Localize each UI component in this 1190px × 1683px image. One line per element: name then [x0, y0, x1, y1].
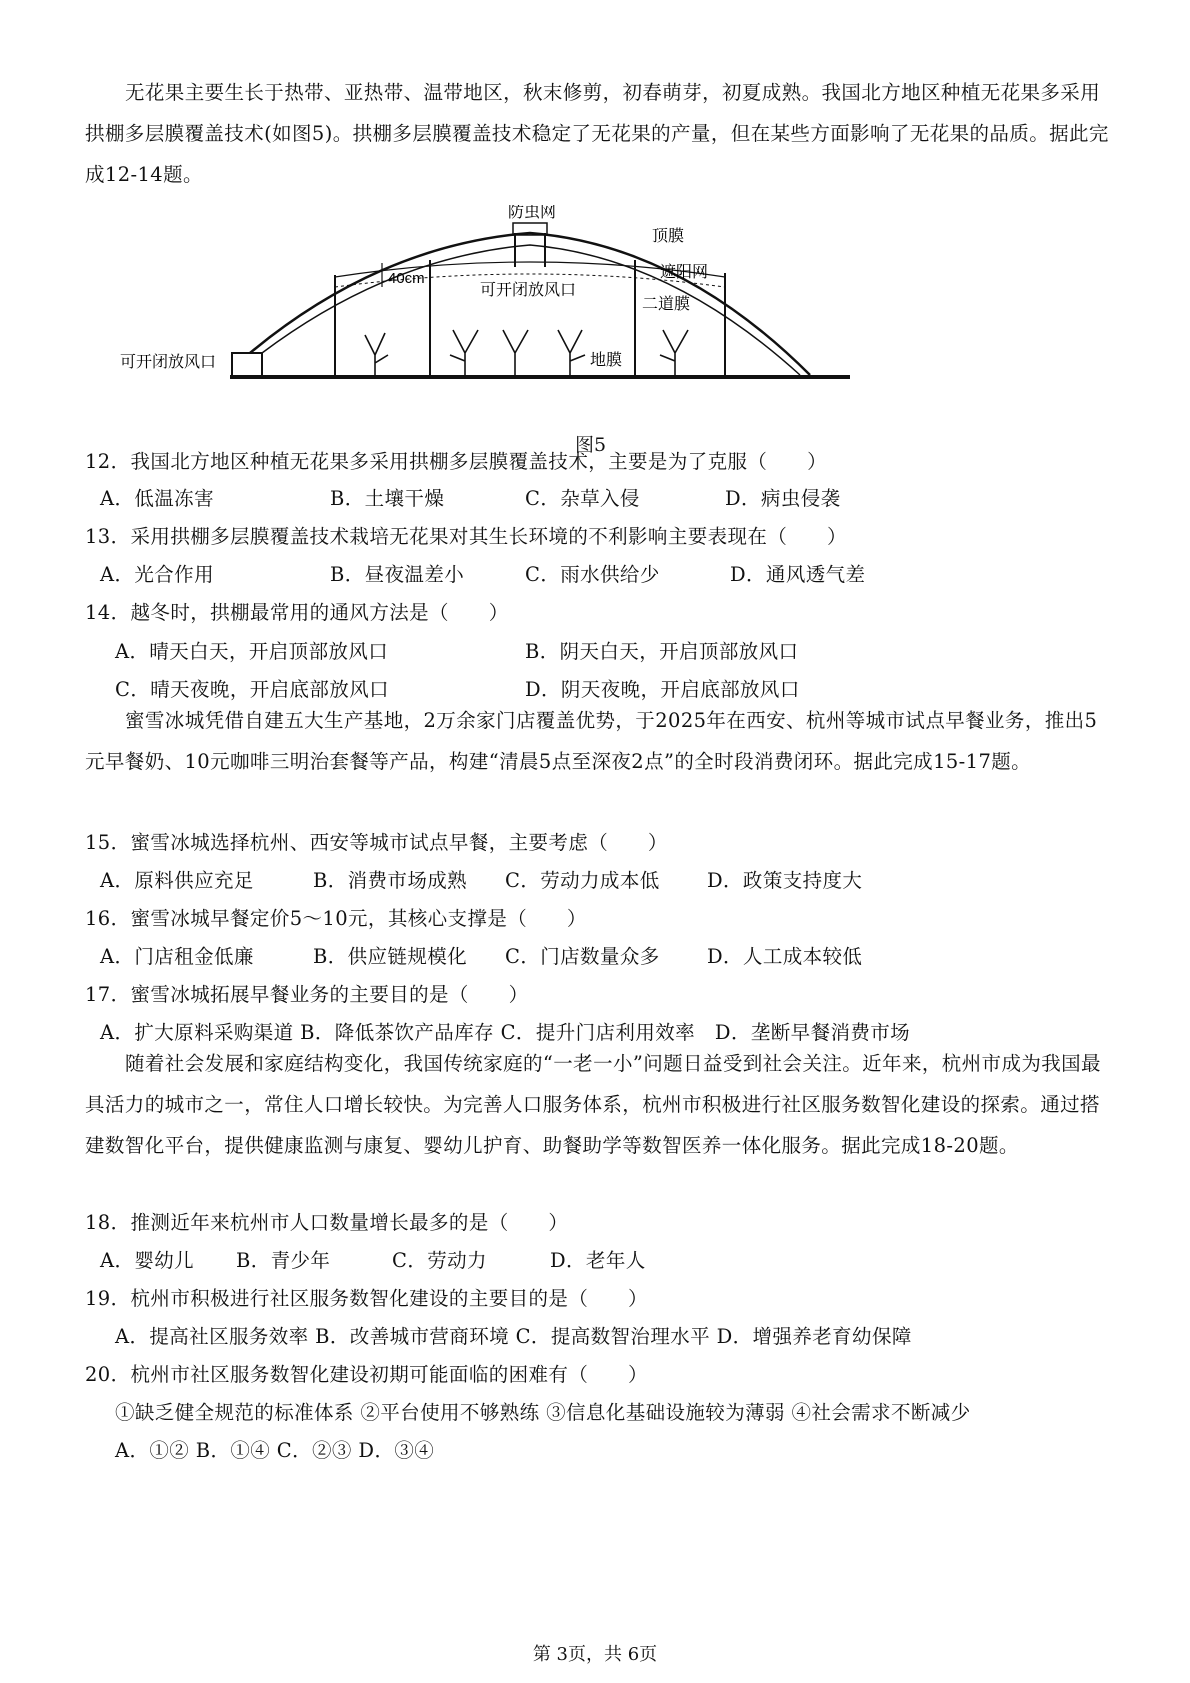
q14-option-d: D．阴天夜晚，开启底部放风口	[525, 678, 800, 701]
q16-option-d: D．人工成本较低	[707, 945, 863, 968]
q13-option-a: A．光合作用	[100, 563, 214, 586]
q12-option-a: A．低温冻害	[100, 487, 214, 510]
label-distance: 40cm	[388, 270, 425, 287]
q12-option-c: C．杂草入侵	[525, 487, 640, 510]
passage-hangzhou: 随着社会发展和家庭结构变化，我国传统家庭的“一老一小”问题日益受到社会关注。近年来，杭州市成为我国最具活力的城市之一，常住人口增长较快。为完善人口服务体系，杭州市积极进行社区服务数智化建设的探索。通过搭建数智化平台，提供健康监测与康复、婴幼儿护育、助餐助学等数智医养一体化服务。据此完成18-20题。	[85, 1052, 1101, 1157]
q13-option-c: C．雨水供给少	[525, 563, 660, 586]
q14-option-a: A．晴天白天，开启顶部放风口	[115, 640, 389, 663]
q19-options: A．提高社区服务效率 B．改善城市营商环境 C．提高数智治理水平 D．增强养老育幼保障	[115, 1325, 912, 1348]
question-14-stem: 14．越冬时，拱棚最常用的通风方法是（ ）	[85, 601, 509, 624]
question-13-stem: 13．采用拱棚多层膜覆盖技术栽培无花果对其生长环境的不利影响主要表现在（ ）	[85, 525, 847, 548]
label-vent-side: 可开闭放风口	[120, 354, 217, 371]
label-ground-film: 地膜	[590, 352, 623, 369]
q20-statements: ①缺乏健全规范的标准体系 ②平台使用不够熟练 ③信息化基础设施较为薄弱 ④社会需求不断减少	[115, 1401, 971, 1424]
question-19-stem: 19．杭州市积极进行社区服务数智化建设的主要目的是（ ）	[85, 1287, 648, 1310]
question-20-stem: 20．杭州市社区服务数智化建设初期可能面临的困难有（ ）	[85, 1363, 648, 1386]
question-15-stem: 15．蜜雪冰城选择杭州、西安等城市试点早餐，主要考虑（ ）	[85, 831, 668, 854]
q18-option-b: B．青少年	[236, 1249, 331, 1272]
question-18-stem: 18．推测近年来杭州市人口数量增长最多的是（ ）	[85, 1211, 569, 1234]
q18-option-c: C．劳动力	[392, 1249, 487, 1272]
q16-option-b: B．供应链规模化	[313, 945, 468, 968]
q12-option-d: D．病虫侵袭	[725, 487, 841, 510]
q16-option-a: A．门店租金低廉	[100, 945, 254, 968]
passage-fig-intro: 无花果主要生长于热带、亚热带、温带地区，秋末修剪，初春萌芽，初夏成熟。我国北方地区种植无花果多采用拱棚多层膜覆盖技术(如图5)。拱棚多层膜覆盖技术稳定了无花果的产量，但在某些方面影响了无花果的品质。据此完成12-14题。	[85, 81, 1109, 186]
label-top-film: 顶膜	[652, 228, 685, 245]
question-16-stem: 16．蜜雪冰城早餐定价5～10元，其核心支撑是（ ）	[85, 907, 587, 930]
q15-option-c: C．劳动力成本低	[505, 869, 660, 892]
q15-option-b: B．消费市场成熟	[313, 869, 468, 892]
q16-option-c: C．门店数量众多	[505, 945, 660, 968]
q18-option-a: A．婴幼儿	[100, 1249, 195, 1272]
figure-caption: 图5	[575, 434, 607, 456]
page-footer: 第 3页，共 6页	[532, 1644, 658, 1665]
passage-mixue: 蜜雪冰城凭借自建五大生产基地，2万余家门店覆盖优势，于2025年在西安、杭州等城市试点早餐业务，推出5元早餐奶、10元咖啡三明治套餐等产品，构建“清晨5点至深夜2点”的全时段消费闭环。据此完成15-17题。	[85, 709, 1098, 773]
q12-option-b: B．土壤干燥	[330, 487, 445, 510]
q14-option-c: C．晴天夜晚，开启底部放风口	[115, 678, 390, 701]
label-shade-net: 遮阳网	[660, 264, 709, 281]
question-12-stem: 12．我国北方地区种植无花果多采用拱棚多层膜覆盖技术，主要是为了克服（ ）	[85, 450, 828, 473]
question-17-stem: 17．蜜雪冰城拓展早餐业务的主要目的是（ ）	[85, 983, 529, 1006]
q20-options: A．①② B．①④ C．②③ D．③④	[115, 1439, 435, 1462]
q14-option-b: B．阴天白天，开启顶部放风口	[525, 640, 799, 663]
q13-option-d: D．通风透气差	[730, 563, 866, 586]
q18-option-d: D．老年人	[550, 1249, 646, 1272]
q15-option-a: A．原料供应充足	[100, 869, 254, 892]
label-vent-top: 可开闭放风口	[480, 282, 577, 299]
q15-option-d: D．政策支持度大	[707, 869, 863, 892]
q17-options: A．扩大原料采购渠道 B．降低茶饮产品库存 C．提升门店利用效率 D．垄断早餐消费市场	[100, 1021, 911, 1044]
q13-option-b: B．昼夜温差小	[330, 563, 465, 586]
greenhouse-figure	[120, 205, 940, 430]
label-second-film: 二道膜	[642, 296, 691, 313]
label-insect-net: 防虫网	[508, 205, 557, 221]
